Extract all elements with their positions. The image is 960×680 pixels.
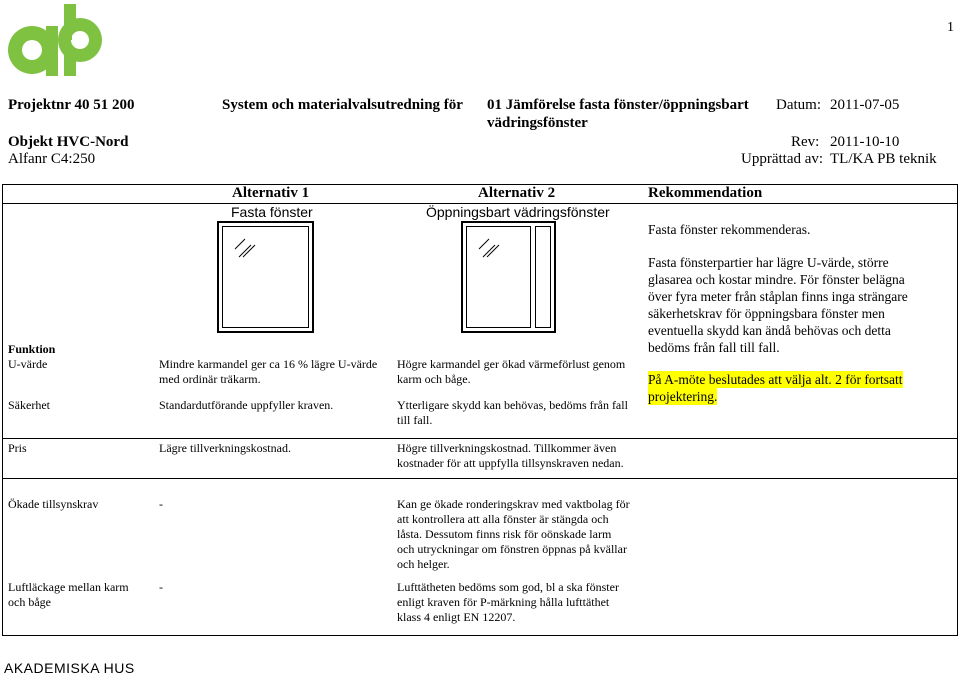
subject-prefix: System och materialvalsutredning för — [222, 97, 463, 113]
rec-summary: Fasta fönster rekommenderas. — [648, 222, 811, 237]
alt1-luft: - — [159, 580, 163, 594]
alt2-pris-1: Högre tillverkningskostnad. Tillkommer även — [397, 441, 617, 455]
row-label-funktion: Funktion — [8, 342, 56, 356]
table-rule — [3, 478, 957, 479]
created-value: TL/KA PB teknik — [830, 151, 937, 167]
rec-decision-2: projektering. — [648, 389, 718, 404]
alfanr: Alfanr C4:250 — [8, 151, 96, 167]
alt1-uvarde-1: Mindre karmandel ger ca 16 % lägre U-värde — [159, 357, 378, 371]
row-label-pris: Pris — [8, 441, 27, 455]
alt2-pris-2: kostnader för att uppfylla tillsynskraven nedan. — [397, 456, 624, 470]
col-alt2-sub: Öppningsbart vädringsfönster — [426, 204, 610, 220]
subject-line1: 01 Jämförelse fasta fönster/öppningsbart — [487, 97, 749, 113]
alt2-sakerhet-1: Ytterligare skydd kan behövas, bedöms från fall — [397, 398, 628, 412]
row-label-sakerhet: Säkerhet — [8, 398, 50, 412]
project-number: Projektnr 40 51 200 — [8, 97, 135, 113]
alt2-okade-3: låsta. Dessutom finns risk för oönskade larm — [397, 527, 612, 541]
rec-line-5: eventuella skydd kan ändå behövas och detta — [648, 323, 891, 338]
object-name: Objekt HVC-Nord — [8, 134, 129, 150]
alt2-okade-4: och utryckningar om fönstren öppnas på kvällar — [397, 542, 627, 556]
alt2-okade-2: att kontrollera att alla fönster är stängda och — [397, 512, 609, 526]
alt1-pris: Lägre tillverkningskostnad. — [159, 441, 291, 455]
col-alt2-title: Alternativ 2 — [478, 185, 556, 201]
alt2-luft-1: Lufttätheten bedöms som god, bl a ska fönster — [397, 580, 619, 594]
glass-reflection-icon — [477, 237, 503, 259]
rec-decision-1: På A-möte beslutades att välja alt. 2 för fortsatt — [648, 372, 903, 387]
alt1-sakerhet: Standardutförande uppfyller kraven. — [159, 398, 334, 412]
openable-window-illustration — [461, 221, 556, 333]
rec-line-2: glasarea och kostar mindre. För fönster belägna — [648, 272, 905, 287]
alt2-uvarde-2: karm och båge. — [397, 372, 471, 386]
rec-line-1: Fasta fönsterpartier har lägre U-värde, större — [648, 255, 889, 270]
rev-label: Rev: — [791, 134, 820, 150]
row-label-okade: Ökade tillsynskrav — [8, 497, 99, 511]
alt1-okade: - — [159, 497, 163, 511]
alt1-uvarde-2: med ordinär träkarm. — [159, 372, 261, 386]
rec-line-3: över fyra meter från ståplan finns inga strängare — [648, 289, 908, 304]
alt2-sakerhet-2: till fall. — [397, 413, 433, 427]
rev-value: 2011-10-10 — [830, 134, 900, 150]
created-label: Upprättad av: — [741, 151, 824, 167]
table-rule — [3, 438, 957, 439]
alt2-okade-5: och helger. — [397, 557, 450, 571]
rec-line-6: bedöms från fall till fall. — [648, 340, 780, 355]
col-rec-title: Rekommendation — [648, 185, 763, 201]
row-label-uvarde: U-värde — [8, 357, 48, 371]
date-value: 2011-07-05 — [830, 97, 900, 113]
alt2-uvarde-1: Högre karmandel ger ökad värmeförlust genom — [397, 357, 626, 371]
col-alt1-sub: Fasta fönster — [231, 204, 313, 220]
alt2-luft-2: enligt kraven för P-märkning hålla lufttäthet — [397, 595, 610, 609]
fixed-window-illustration — [217, 221, 314, 333]
glass-reflection-icon — [233, 237, 259, 259]
date-label: Datum: — [776, 97, 821, 113]
alt2-luft-3: klass 4 enligt EN 12207. — [397, 610, 516, 624]
row-label-luft-1: Luftläckage mellan karm — [8, 580, 129, 594]
alt2-okade-1: Kan ge ökade ronderingskrav med vaktbolag för — [397, 497, 630, 511]
akademiska-hus-logo — [2, 2, 102, 82]
row-label-luft-2: och båge — [8, 595, 51, 609]
subject-line2: vädringsfönster — [487, 115, 588, 131]
rec-line-4: säkerhetskrav för öppningsbara fönster men — [648, 306, 885, 321]
col-alt1-title: Alternativ 1 — [232, 185, 310, 201]
page-number: 1 — [947, 20, 954, 35]
footer-brand: AKADEMISKA HUS — [4, 660, 135, 676]
